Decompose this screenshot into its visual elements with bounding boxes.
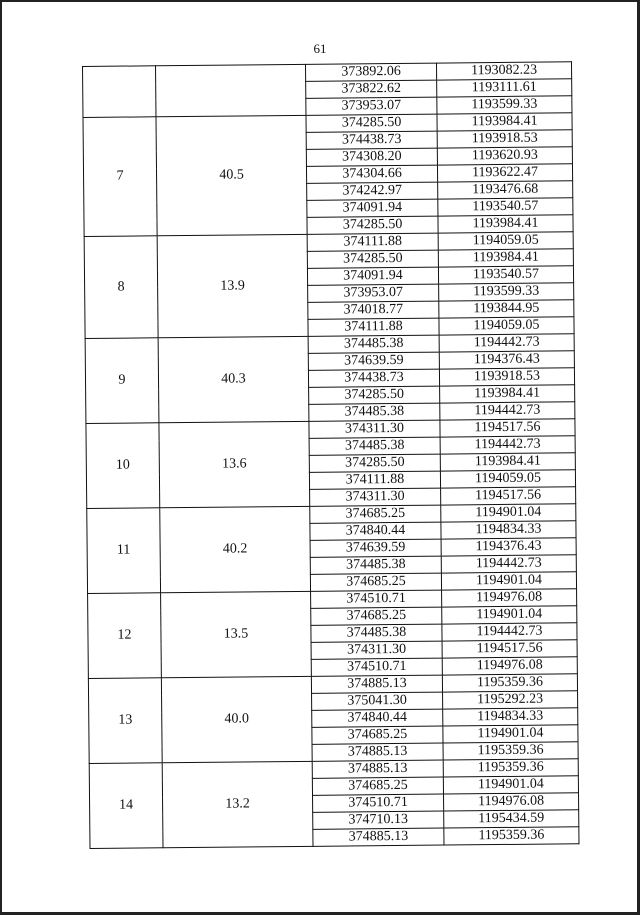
parcel-area-cell: 40.5 <box>156 115 307 235</box>
y-coordinate-cell: 1195359.36 <box>444 827 579 845</box>
scan-edge-top <box>0 0 640 2</box>
x-coordinate-cell: 374485.38 <box>311 624 442 642</box>
x-coordinate-cell: 374311.30 <box>309 420 440 438</box>
scan-edge-left <box>0 0 2 915</box>
x-coordinate-cell: 373953.07 <box>306 97 437 115</box>
y-coordinate-cell: 1194901.04 <box>442 606 577 624</box>
y-coordinate-cell: 1193599.33 <box>439 283 574 301</box>
x-coordinate-cell: 374285.50 <box>309 386 440 404</box>
parcel-number-cell: 12 <box>88 593 162 679</box>
x-coordinate-cell: 374091.94 <box>307 199 438 217</box>
x-coordinate-cell: 374111.88 <box>308 318 439 336</box>
x-coordinate-cell: 374285.50 <box>307 250 438 268</box>
x-coordinate-cell: 374685.25 <box>312 777 443 795</box>
x-coordinate-cell: 374685.25 <box>310 505 441 523</box>
y-coordinate-cell: 1194517.56 <box>441 487 576 505</box>
parcel-number-cell: 13 <box>88 678 162 764</box>
x-coordinate-cell: 374308.20 <box>306 148 437 166</box>
y-coordinate-cell: 1193540.57 <box>438 198 573 216</box>
coordinates-table-body <box>83 62 579 849</box>
page-number: 61 <box>313 41 327 56</box>
y-coordinate-cell: 1193984.41 <box>437 113 572 131</box>
parcel-area-cell: 40.3 <box>158 336 309 422</box>
x-coordinate-cell: 374710.13 <box>313 811 444 829</box>
y-coordinate-cell: 1195292.23 <box>443 691 578 709</box>
y-coordinate-cell: 1194901.04 <box>441 572 576 590</box>
x-coordinate-cell: 374510.71 <box>313 794 444 812</box>
x-coordinate-cell: 374685.25 <box>310 573 441 591</box>
x-coordinate-cell: 374018.77 <box>308 301 439 319</box>
x-coordinate-cell: 374311.30 <box>311 641 442 659</box>
x-coordinate-cell: 374639.59 <box>310 539 441 557</box>
y-coordinate-cell: 1194901.04 <box>443 725 578 743</box>
y-coordinate-cell: 1194059.05 <box>439 317 574 335</box>
y-coordinate-cell: 1194834.33 <box>443 708 578 726</box>
parcel-number-cell: 7 <box>83 117 157 237</box>
y-coordinate-cell: 1194376.43 <box>439 351 574 369</box>
x-coordinate-cell: 373822.62 <box>306 80 437 98</box>
x-coordinate-cell: 374840.44 <box>310 522 441 540</box>
coordinates-table <box>82 61 579 849</box>
x-coordinate-cell: 374311.30 <box>310 488 441 506</box>
parcel-number-cell: 8 <box>84 236 158 339</box>
y-coordinate-cell: 1193984.41 <box>440 453 575 471</box>
x-coordinate-cell: 374438.73 <box>308 369 439 387</box>
y-coordinate-cell: 1193111.61 <box>437 79 572 97</box>
x-coordinate-cell: 374485.38 <box>310 556 441 574</box>
x-coordinate-cell: 374242.97 <box>307 182 438 200</box>
x-coordinate-cell: 374840.44 <box>312 709 443 727</box>
y-coordinate-cell: 1193984.41 <box>438 249 573 267</box>
y-coordinate-cell: 1195434.59 <box>444 810 579 828</box>
y-coordinate-cell: 1195359.36 <box>443 742 578 760</box>
x-coordinate-cell: 373892.06 <box>305 63 436 81</box>
y-coordinate-cell: 1194901.04 <box>443 776 578 794</box>
x-coordinate-cell: 374685.25 <box>312 726 443 744</box>
y-coordinate-cell: 1194442.73 <box>439 334 574 352</box>
parcel-number-cell: 11 <box>87 508 161 594</box>
parcel-area-cell: 13.6 <box>159 421 310 507</box>
x-coordinate-cell: 374885.13 <box>312 743 443 761</box>
x-coordinate-cell: 375041.30 <box>312 692 443 710</box>
y-coordinate-cell: 1193844.95 <box>439 300 574 318</box>
parcel-area-cell: 13.9 <box>157 234 308 337</box>
y-coordinate-cell: 1193622.47 <box>437 164 572 182</box>
x-coordinate-cell: 374885.13 <box>312 760 443 778</box>
x-coordinate-cell: 374685.25 <box>311 607 442 625</box>
x-coordinate-cell: 374485.38 <box>309 403 440 421</box>
x-coordinate-cell: 374485.38 <box>308 335 439 353</box>
y-coordinate-cell: 1194059.05 <box>440 470 575 488</box>
y-coordinate-cell: 1194059.05 <box>438 232 573 250</box>
y-coordinate-cell: 1194901.04 <box>441 504 576 522</box>
x-coordinate-cell: 374485.38 <box>309 437 440 455</box>
x-coordinate-cell: 374091.94 <box>307 267 438 285</box>
x-coordinate-cell: 374285.50 <box>309 454 440 472</box>
y-coordinate-cell: 1194834.33 <box>441 521 576 539</box>
y-coordinate-cell: 1194976.08 <box>442 589 577 607</box>
y-coordinate-cell: 1193599.33 <box>437 96 572 114</box>
parcel-number-cell: 10 <box>86 423 160 509</box>
x-coordinate-cell: 374885.13 <box>313 828 444 846</box>
x-coordinate-cell: 373953.07 <box>308 284 439 302</box>
parcel-area-cell: 40.2 <box>160 506 311 592</box>
y-coordinate-cell: 1195359.36 <box>442 674 577 692</box>
x-coordinate-cell: 374885.13 <box>311 675 442 693</box>
y-coordinate-cell: 1194442.73 <box>440 436 575 454</box>
parcel-area-cell: 13.5 <box>161 591 312 677</box>
y-coordinate-cell: 1193620.93 <box>437 147 572 165</box>
y-coordinate-cell: 1195359.36 <box>443 759 578 777</box>
y-coordinate-cell: 1194442.73 <box>442 623 577 641</box>
x-coordinate-cell: 374639.59 <box>308 352 439 370</box>
y-coordinate-cell: 1194976.08 <box>444 793 579 811</box>
x-coordinate-cell: 374111.88 <box>307 233 438 251</box>
x-coordinate-cell: 374510.71 <box>311 658 442 676</box>
y-coordinate-cell: 1193918.53 <box>437 130 572 148</box>
y-coordinate-cell: 1193082.23 <box>436 62 571 80</box>
parcel-number-cell: 14 <box>89 763 163 849</box>
y-coordinate-cell: 1194517.56 <box>440 419 575 437</box>
y-coordinate-cell: 1194976.08 <box>442 657 577 675</box>
y-coordinate-cell: 1193984.41 <box>440 385 575 403</box>
y-coordinate-cell: 1193540.57 <box>438 266 573 284</box>
y-coordinate-cell: 1193984.41 <box>438 215 573 233</box>
x-coordinate-cell: 374285.50 <box>306 114 437 132</box>
parcel-area-cell: 40.0 <box>161 676 312 762</box>
y-coordinate-cell: 1194442.73 <box>441 555 576 573</box>
y-coordinate-cell: 1194442.73 <box>440 402 575 420</box>
x-coordinate-cell: 374304.66 <box>306 165 437 183</box>
y-coordinate-cell: 1194517.56 <box>442 640 577 658</box>
x-coordinate-cell: 374285.50 <box>307 216 438 234</box>
parcel-number-cell <box>83 66 156 118</box>
x-coordinate-cell: 374510.71 <box>311 590 442 608</box>
y-coordinate-cell: 1194376.43 <box>441 538 576 556</box>
parcel-area-cell: 13.2 <box>162 761 313 847</box>
x-coordinate-cell: 374438.73 <box>306 131 437 149</box>
y-coordinate-cell: 1193918.53 <box>439 368 574 386</box>
y-coordinate-cell: 1193476.68 <box>438 181 573 199</box>
x-coordinate-cell: 374111.88 <box>309 471 440 489</box>
parcel-number-cell: 9 <box>85 338 159 424</box>
parcel-area-cell <box>156 64 306 116</box>
